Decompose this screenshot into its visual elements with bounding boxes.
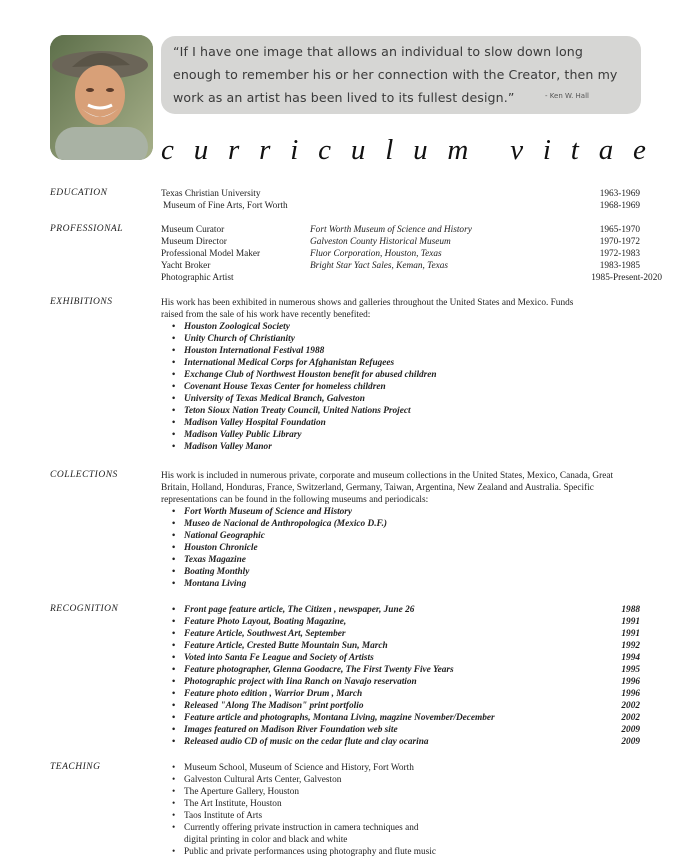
title-letter: i bbox=[542, 134, 551, 166]
title-letter: a bbox=[598, 134, 614, 166]
professional-role: Museum Director bbox=[161, 237, 227, 247]
professional-place: Bright Star Yact Sales, Keman, Texas bbox=[310, 261, 449, 271]
list-item: • Houston Chronicle bbox=[172, 543, 258, 553]
professional-place: Fluor Corporation, Houston, Texas bbox=[310, 249, 442, 259]
list-item: • Currently offering private instruction in camera techniques and bbox=[172, 823, 419, 833]
professional-years: 1972-1983 bbox=[599, 249, 640, 259]
list-item: • Texas Magazine bbox=[172, 555, 246, 565]
list-item: • International Medical Corps for Afghanistan Refugees bbox=[172, 358, 395, 368]
professional-role: Photographic Artist bbox=[161, 273, 234, 283]
professional-years: 1970-1972 bbox=[599, 237, 640, 247]
list-item: • Madison Valley Manor bbox=[172, 442, 272, 452]
year-value: 1996 bbox=[621, 689, 640, 699]
collections-heading: COLLECTIONS bbox=[50, 470, 118, 480]
title-letter: u bbox=[193, 134, 209, 166]
list-item: • The Art Institute, Houston bbox=[172, 799, 282, 809]
list-item: • Front page feature article, The Citizen , newspaper, June 26 bbox=[172, 605, 415, 615]
education-years: 1968-1969 bbox=[599, 201, 640, 211]
teaching-heading: TEACHING bbox=[50, 762, 101, 772]
list-item: • Madison Valley Hospital Foundation bbox=[172, 418, 326, 428]
professional-role: Museum Curator bbox=[161, 225, 225, 235]
recognition-years bbox=[590, 604, 640, 748]
list-item: • Teton Sioux Nation Treaty Council, United Nations Project bbox=[172, 406, 411, 416]
education-name: Texas Christian University bbox=[161, 189, 261, 199]
list-item: • Museum School, Museum of Science and History, Fort Worth bbox=[172, 763, 414, 773]
education-name: Museum of Fine Arts, Fort Worth bbox=[163, 201, 288, 211]
title-letter: v bbox=[510, 134, 524, 166]
list-item: • Museo de Nacional de Anthropologica (Mexico D.F.) bbox=[172, 519, 387, 529]
list-item: • Feature article and photographs, Montana Living, magzine November/December bbox=[172, 713, 495, 723]
list-item: • Unity Church of Christianity bbox=[172, 334, 295, 344]
title-letter: r bbox=[259, 134, 271, 166]
year-value: 1991 bbox=[621, 629, 640, 639]
year-value: 2002 bbox=[621, 701, 640, 711]
year-value: 1996 bbox=[621, 677, 640, 687]
year-value: 1995 bbox=[621, 665, 640, 675]
year-value: 1988 bbox=[621, 605, 640, 615]
collections-list bbox=[172, 506, 387, 590]
professional-role: Professional Model Maker bbox=[161, 249, 261, 259]
list-item: • Exchange Club of Northwest Houston benefit for abused children bbox=[172, 370, 437, 380]
list-item: • Montana Living bbox=[172, 579, 247, 589]
title-letter: i bbox=[290, 134, 299, 166]
education-years: 1963-1969 bbox=[599, 189, 640, 199]
professional-years: 1965-1970 bbox=[599, 225, 640, 235]
list-item: • University of Texas Medical Branch, Galveston bbox=[172, 394, 365, 404]
title-letter: c bbox=[161, 134, 174, 166]
list-item: • National Geographic bbox=[172, 531, 265, 541]
title-letter: e bbox=[633, 134, 646, 166]
list-item: digital printing in color and black and white bbox=[184, 835, 348, 845]
title-letter: r bbox=[228, 134, 240, 166]
list-item: • Fort Worth Museum of Science and History bbox=[172, 507, 353, 517]
list-item: • Released "Along The Madison" print portfolio bbox=[172, 701, 364, 711]
title-letter: t bbox=[570, 134, 579, 166]
list-item: • The Aperture Gallery, Houston bbox=[172, 787, 300, 797]
list-item: • Feature Photo Layout, Boating Magazine, bbox=[172, 617, 347, 627]
list-item: • Feature Article, Southwest Art, September bbox=[172, 629, 346, 639]
portrait-photo bbox=[50, 35, 153, 160]
title-letter: m bbox=[447, 134, 469, 166]
list-item: • Images featured on Madison River Foundation web site bbox=[172, 725, 398, 735]
page-title bbox=[161, 133, 646, 167]
quote-author: - Ken W. Hall bbox=[545, 92, 589, 100]
year-value: 1994 bbox=[621, 653, 640, 663]
title-letter: l bbox=[385, 134, 394, 166]
exhibitions-list bbox=[172, 321, 437, 453]
education-heading: EDUCATION bbox=[50, 188, 108, 198]
list-item: • Madison Valley Public Library bbox=[172, 430, 302, 440]
quote-box bbox=[161, 36, 641, 114]
list-item: • Feature photo edition , Warrior Drum , March bbox=[172, 689, 363, 699]
quote-text: “If I have one image that allows an individual to slow down long enough to remember his or her connection with the Creator, then my work as an artist has been lived to its fullest design.” bbox=[173, 44, 618, 105]
title-letter: u bbox=[413, 134, 428, 166]
professional-years: 1983-1985 bbox=[599, 261, 640, 271]
list-item: • Voted into Santa Fe League and Society of Artists bbox=[172, 653, 374, 663]
teaching-list bbox=[172, 762, 436, 858]
list-item: • Public and private performances using photography and flute music bbox=[172, 847, 436, 857]
collections-intro: His work is included in numerous private, corporate and museum collections in the United States, Mexico, Canada, Great Britain, Holland, Honduras, France, Switzerland, Germany, Taiwan, Argentina, New Zealand and Australia. Specific representations can be found in the following museums and periodicals: bbox=[161, 471, 614, 505]
list-item: • Covenant House Texas Center for homeless children bbox=[172, 382, 386, 392]
list-item: • Feature Article, Crested Butte Mountain Sun, March bbox=[172, 641, 388, 651]
year-value: 1992 bbox=[621, 641, 640, 651]
list-item: • Photographic project with Iina Ranch on Navajo reservation bbox=[172, 677, 417, 687]
year-value: 2002 bbox=[621, 713, 640, 723]
list-item: • Houston Zoological Society bbox=[172, 322, 290, 332]
year-value: 2009 bbox=[621, 725, 640, 735]
list-item: • Boating Monthly bbox=[172, 567, 250, 577]
list-item: • Houston International Festival 1988 bbox=[172, 346, 325, 356]
year-value: 1991 bbox=[621, 617, 640, 627]
professional-years: 1985-Present-2020 bbox=[591, 273, 662, 283]
list-item: • Taos Institute of Arts bbox=[172, 811, 263, 821]
exhibitions-intro: His work has been exhibited in numerous shows and galleries throughout the United States and Mexico. Funds raised from the sale of his work have recently benefited: bbox=[161, 298, 574, 320]
professional-heading: PROFESSIONAL bbox=[50, 224, 124, 234]
professional-place: Fort Worth Museum of Science and History bbox=[310, 225, 472, 235]
recognition-heading: RECOGNITION bbox=[50, 604, 119, 614]
list-item: • Released audio CD of music on the cedar flute and clay ocarina bbox=[172, 737, 429, 747]
recognition-list bbox=[172, 604, 495, 748]
list-item: • Feature photographer, Glenna Goodacre, The First Twenty Five Years bbox=[172, 665, 454, 675]
exhibitions-heading: EXHIBITIONS bbox=[50, 297, 113, 307]
title-letter: c bbox=[318, 134, 332, 166]
title-letter: u bbox=[350, 134, 366, 166]
list-item: • Galveston Cultural Arts Center, Galveston bbox=[172, 775, 342, 785]
professional-role: Yacht Broker bbox=[161, 261, 211, 271]
professional-place: Galveston County Historical Museum bbox=[310, 237, 451, 247]
year-value: 2009 bbox=[621, 737, 640, 747]
